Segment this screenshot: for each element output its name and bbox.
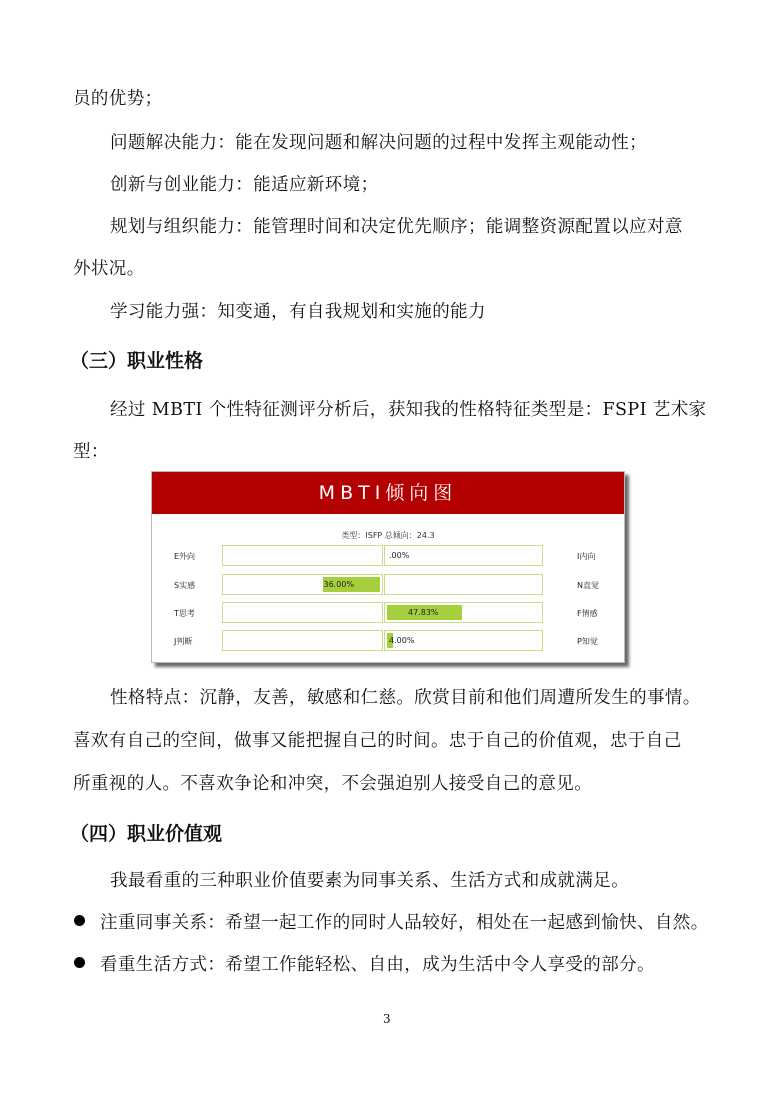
bullet-icon xyxy=(74,915,85,926)
paragraph-line: 问题解决能力：能在发现问题和解决问题的过程中发挥主观能动性； xyxy=(110,133,647,153)
mbti-chart xyxy=(151,471,625,663)
mbti-percent-label: 4.00% xyxy=(389,636,415,645)
page-number: 3 xyxy=(383,1012,391,1026)
mbti-left-bar xyxy=(222,545,383,566)
mbti-right-bar xyxy=(384,574,543,595)
mbti-right-bar xyxy=(384,602,543,623)
bullet-item: 注重同事关系：希望一起工作的同时人品较好，相处在一起感到愉快、自然。 xyxy=(100,913,709,933)
mbti-right-label: I内向 xyxy=(577,552,596,561)
mbti-right-bar xyxy=(384,630,543,651)
mbti-left-label: E外向 xyxy=(174,552,196,561)
mbti-percent-label: 47.83% xyxy=(408,608,439,617)
paragraph-line: 喜欢有自己的空间，做事又能把握自己的时间。忠于自己的价值观，忠于自己 xyxy=(73,731,682,751)
paragraph-line: 经过 MBTI 个性特征测评分析后，获知我的性格特征类型是：FSPI 艺术家 xyxy=(110,400,707,420)
mbti-row xyxy=(152,602,624,624)
mbti-percent-label: .00% xyxy=(389,551,410,560)
bullet-icon xyxy=(74,957,85,968)
mbti-right-label: N直觉 xyxy=(577,581,599,590)
paragraph-line: 我最看重的三种职业价值要素为同事关系、生活方式和成就满足。 xyxy=(110,871,630,891)
mbti-row xyxy=(152,545,624,567)
mbti-left-label: T思考 xyxy=(174,609,195,618)
mbti-right-label: P知觉 xyxy=(577,637,598,646)
mbti-left-bar xyxy=(222,602,383,623)
paragraph-line: 性格特点：沉静，友善，敏感和仁慈。欣赏目前和他们周遭所发生的事情。 xyxy=(110,688,701,708)
mbti-left-label: J判断 xyxy=(174,637,193,646)
paragraph-line: 所重视的人。不喜欢争论和冲突，不会强迫别人接受自己的意见。 xyxy=(73,774,593,794)
mbti-percent-label: 36.00% xyxy=(323,580,354,589)
mbti-row xyxy=(152,574,624,596)
paragraph-line: 员的优势； xyxy=(73,89,163,109)
mbti-left-label: S实感 xyxy=(174,581,196,590)
paragraph-line: 创新与创业能力：能适应新环境； xyxy=(110,175,379,195)
paragraph-line: 型： xyxy=(73,442,109,462)
mbti-right-label: F情感 xyxy=(577,609,598,618)
mbti-left-bar xyxy=(222,630,383,651)
paragraph-line: 学习能力强：知变通，有自我规划和实施的能力 xyxy=(110,302,486,322)
mbti-right-bar xyxy=(384,545,543,566)
mbti-chart-title: MBTI倾向图 xyxy=(152,472,624,514)
section-heading-values: （四）职业价值观 xyxy=(70,823,223,845)
paragraph-line: 规划与组织能力：能管理时间和决定优先顺序；能调整资源配置以应对意 xyxy=(110,217,683,237)
mbti-chart-subtitle: 类型：ISFP 总倾向：24.3 xyxy=(341,531,435,540)
paragraph-line: 外状况。 xyxy=(73,259,145,279)
section-heading-personality: （三）职业性格 xyxy=(70,350,204,372)
mbti-left-bar xyxy=(222,574,383,595)
mbti-row xyxy=(152,630,624,652)
bullet-item: 看重生活方式：希望工作能轻松、自由，成为生活中令人享受的部分。 xyxy=(100,955,655,975)
